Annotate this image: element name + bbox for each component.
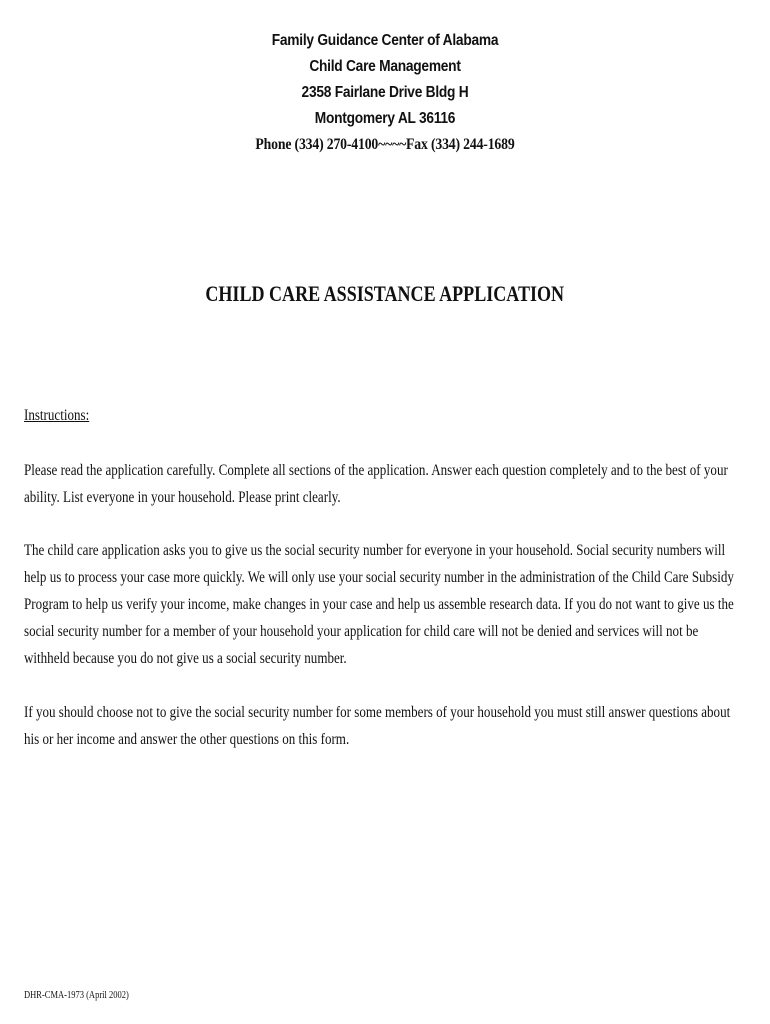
address-line-2: Montgomery AL 36116 xyxy=(314,110,456,127)
instructions-paragraph-1: Please read the application carefully. Complete all sections of the application. Answer each question completely and to the best of your ability. List everyone in your household. Please print clearly. xyxy=(24,462,728,506)
phone-fax-line: Phone (334) 270-4100~~~~Fax (334) 244-1689 xyxy=(255,136,515,153)
department-name: Child Care Management xyxy=(309,58,461,75)
instructions-paragraph-2: The child care application asks you to give us the social security number for everyone in your household. Social security numbers will help us to process your case more quickly. We will only use your social security number in the administration of the Child Care Subsidy Program to help us verify your income, make changes in your case and help us assemble research data. If you do not want to give us the social security number for a member of your household your application for child care will not be denied and services will not be withheld because you do not give us a social security number. xyxy=(24,542,734,667)
form-title-text: CHILD CARE ASSISTANCE APPLICATION xyxy=(205,281,565,306)
address-line-1: 2358 Fairlane Drive Bldg H xyxy=(301,84,469,101)
form-code-footer: DHR-CMA-1973 (April 2002) xyxy=(24,990,129,1001)
form-title xyxy=(0,279,770,309)
instructions-paragraph-3: If you should choose not to give the social security number for some members of your household you must still answer questions about his or her income and answer the other questions on this form. xyxy=(24,704,731,748)
letterhead xyxy=(0,28,770,158)
instructions-heading: Instructions: xyxy=(24,407,90,424)
org-name: Family Guidance Center of Alabama xyxy=(271,32,499,49)
